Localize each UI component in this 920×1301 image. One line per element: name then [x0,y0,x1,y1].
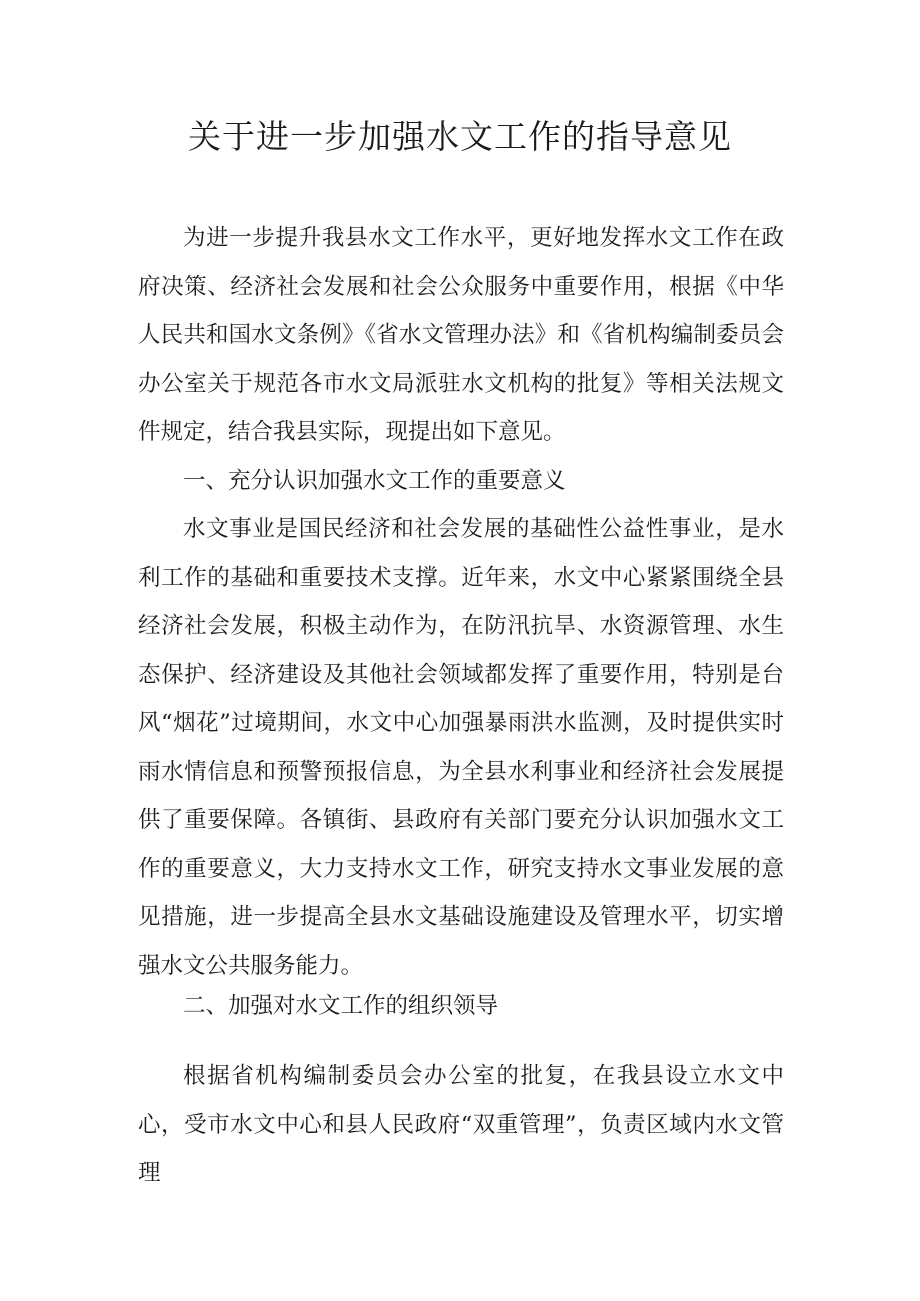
section-heading-text: 一、充分认识加强水文工作的重要意义 [183,468,566,494]
paragraph-text: 为进一步提升我县水文工作水平，更好地发挥水文工作在政府决策、经济社会发展和社会公众服务中重要作用，根据《中华人民共和国水文条例》《省水文管理办法》和《省机构编制委员会办公室关于规范各市水文局派驻水文机构的批复》等相关法规文件规定，结合我县实际，现提出如下意见。 [138,225,784,445]
paragraph-importance [138,505,784,990]
paragraph-organization [138,1052,784,1198]
section-heading-text: 二、加强对水文工作的组织领导 [183,993,499,1019]
document-title: 关于进一步加强水文工作的指导意见 [188,117,732,156]
paragraph-text: 水文事业是国民经济和社会发展的基础性公益性事业，是水利工作的基础和重要技术支撑。近年来，水文中心紧紧围绕全县经济社会发展，积极主动作为，在防汛抗旱、水资源管理、水生态保护、经济建设及其他社会领域都发挥了重要作用，特别是台风“烟花”过境期间，水文中心加强暴雨洪水监测，及时提供实时雨水情信息和预警预报信息，为全县水利事业和经济社会发展提供了重要保障。各镇街、县政府有关部门要充分认识加强水文工作的重要意义，大力支持水文工作，研究支持水文事业发展的意见措施，进一步提高全县水文基础设施建设及管理水平，切实增强水文公共服务能力。 [138,516,784,979]
paragraph-intro [138,214,784,457]
section-heading-1 [138,457,784,506]
section-heading-2 [138,982,784,1031]
paragraph-text: 根据省机构编制委员会办公室的批复，在我县设立水文中心，受市水文中心和县人民政府“双重管理”，负责区域内水文管理 [138,1063,784,1186]
